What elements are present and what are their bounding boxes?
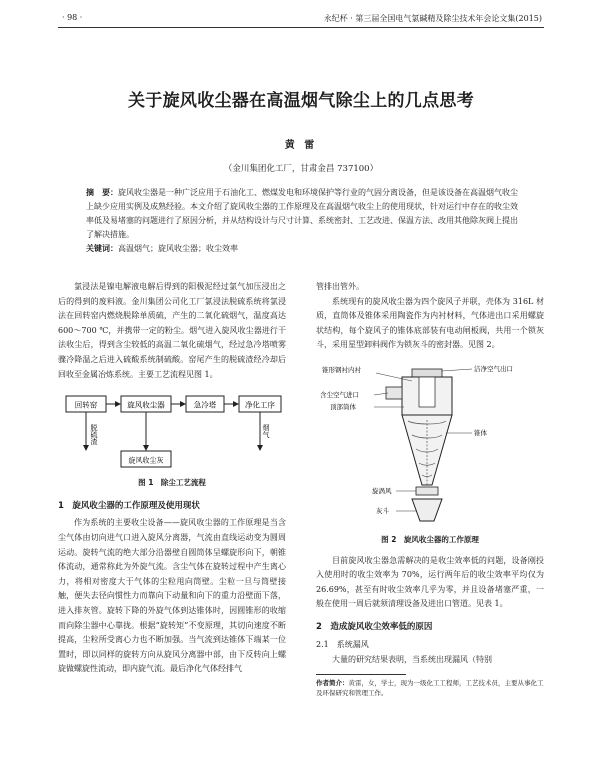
label-outlet: 洁净空气出口	[474, 364, 513, 373]
abstract-paragraph	[86, 186, 518, 242]
inlet-pipe	[386, 387, 402, 399]
keywords-text: 高温烟气；旋风收尘器；收尘效率	[118, 244, 238, 253]
running-header	[58, 10, 544, 28]
quench-label: 急冷塔	[193, 400, 217, 410]
figure-1-caption: 图 1 除尘工艺流程	[138, 478, 206, 488]
flow-box-quench	[186, 396, 224, 412]
label-cone: 锥体	[474, 428, 487, 437]
footnote-text: 黄雷，女，学士，现为一级化工工程师，工艺技术员，主要从事化工及环保研究和管理工作。	[316, 678, 544, 697]
ash-hopper	[412, 499, 442, 521]
label-ash: 灰斗	[376, 506, 389, 515]
leakage-paragraph: 大量的研究结果表明，当系统出现漏风（特别	[332, 655, 492, 665]
cyclone-label: 旋风收尘器	[127, 400, 165, 410]
label-lining: 锥形钢衬内衬	[322, 365, 361, 374]
section-2-heading: 2 造成旋风收尘效率低的原因	[316, 621, 433, 632]
subsection-2-1-heading: 2.1 系统漏风	[316, 639, 369, 649]
efficiency-paragraph: 目前旋风收尘器急需解决的是收尘效率低的问题，设备刚投入使用时的收尘效率为 70%，运行两年后的收尘效率平均仅为 26.69%，甚至有时收尘效率几乎为零，并且设备堵塞严重，一般在使用一周后就须清理设备及进出口管道。见表 1。	[316, 555, 544, 609]
conference-title: 永纪杯 · 第三届全国电气氯碱精及除尘技术年会论文集(2015)	[323, 14, 542, 23]
vortex-finder	[419, 377, 435, 407]
section-1-paragraph: 作为系统的主要收尘设备——旋风收尘器的工作原理是当含尘气体由切向进气口进入旋风分离器，气流由直线运动变为圆周运动。旋转气流的绝大部分沿器壁自圆筒体呈螺旋形向下，朝锥体流动，通常称此为外旋气流。含尘气体在旋转过程中产生离心力，将相对密度大于气体的尘粒甩向筒壁。尘粒一旦与筒壁接触，便失去径向惯性力而靠向下动量和向下的重力沿壁面下落，进入排灰管。旋转下降的外旋气体到达锥体时，因圆锥形的收缩而向除尘器中心靠拢。根据“旋转矩”不变原理，其切向速度不断提高，尘粒所受离心力也不断加强。当气流到达锥体下端某一位置时，即以同样的旋转方向从旋风分离器中部，由下反转向上螺旋做螺旋性流动，即内旋气流。最后净化气体经排气	[58, 518, 286, 674]
valve	[416, 487, 438, 495]
flow-box-cyclone	[121, 396, 171, 412]
abstract-label: 摘 要：	[86, 188, 118, 197]
abstract-block	[86, 186, 518, 256]
figure-1-flowchart	[58, 388, 286, 474]
flue-label: 烟气	[262, 424, 270, 439]
left-column	[58, 280, 286, 677]
right-column	[316, 280, 544, 698]
abstract-text: 旋风收尘器是一种广泛应用于石油化工、燃煤发电和环境保护等行业的气固分离设备，但是该设备在高温烟气收尘上缺少应用实例及成熟经验。本文介绍了旋风收尘器的工作原理及在高温烟气收尘上的使用现状，针对运行中存在的收尘效率低及易堵塞的问题进行了原因分析，并从结构设计与尺寸计算、系统密封、工艺改进、保温方法、改用其他除灰阀上提出了解决措施。	[86, 188, 518, 239]
continued-paragraph: 管排出管外。	[316, 282, 364, 291]
leader-outlet	[442, 369, 472, 371]
flow-box-cyclone-ash	[121, 451, 171, 467]
label-upper: 顶部筒体	[330, 402, 356, 411]
keywords-label: 关键词：	[86, 244, 118, 253]
author-footnote	[316, 678, 544, 698]
author-name: 黄 雷	[284, 140, 318, 151]
paper-title: 关于旋风收尘器在高温烟气除尘上的几点思考	[128, 91, 474, 111]
label-vortex: 旋涡风	[372, 486, 392, 495]
figure-2-caption: 图 2 旋风收尘器的工作原理	[381, 534, 479, 544]
outlet-pipe	[412, 369, 442, 377]
footnote-rule	[316, 674, 406, 675]
keywords-paragraph	[86, 242, 518, 256]
figure-2-cyclone-diagram	[316, 359, 544, 531]
flow-box-furnace	[66, 396, 106, 412]
cyclone-ash-label: 旋风收尘灰	[128, 456, 164, 465]
label-inlet: 含尘空气进口	[320, 390, 359, 399]
desulfur-label: 脱硫渣	[90, 424, 98, 446]
flow-box-purify	[239, 396, 281, 412]
footnote-label: 作者简介：	[316, 678, 349, 687]
furnace-label: 回转窑	[74, 400, 98, 410]
intro-paragraph: 氯浸法是镍电解液电解后得到的阳极泥经过氯气加压浸出之后的得到的废料液。金川集团公司化工厂氯浸法脱硫系统将氯浸法在回转窑内燃烧脱除单质硫，产生的二氧化硫烟气，温度高达 600～700 ℃，并携带一定的粉尘。烟气进入旋风收尘器进行干法收尘后，得到含尘较低的高温二氧化硫烟气，经过急冷塔喷雾骤冷降温之后进入硫酸系统制硫酸。窑尾产生的脱硫渣经冷却后回收至金属冶炼系统。主要工艺流程见图 1。	[58, 282, 286, 379]
purify-label: 净化工序	[245, 400, 275, 410]
cyclone-description-paragraph: 系统现有的旋风收尘器为四个旋风子并联，壳体为 316L 材质，直筒体及锥体采用陶瓷作为内衬材料，气体进出口采用螺旋状结构，每个旋风子的锥体底部装有电动闸板阀，共用一个锁灰斗，采用星型卸料阀作为锁灰斗的密封器。见图 2。	[316, 296, 544, 350]
author-affiliation: （金川集团化工厂，甘肃金昌 737100）	[223, 164, 379, 174]
section-1-heading: 1 旋风收尘器的工作原理及使用现状	[58, 500, 200, 511]
page-number: · 98 ·	[62, 13, 83, 22]
